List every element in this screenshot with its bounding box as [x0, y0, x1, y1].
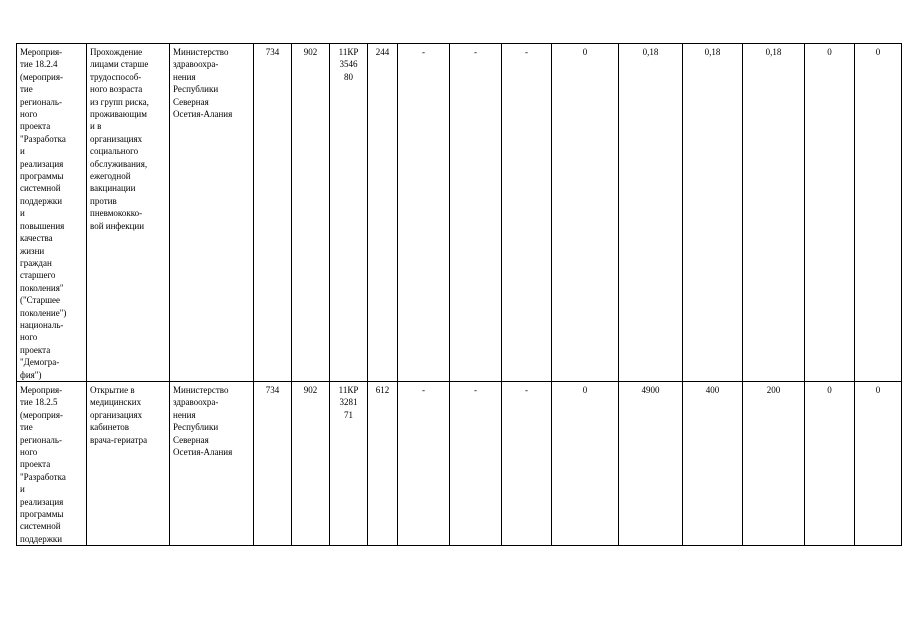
value-cell: 0,18 [683, 44, 743, 382]
description-cell: Открытие в медицинских организациях кабинетов врача-гериатра [87, 381, 170, 545]
vr-cell: 244 [368, 44, 398, 382]
vr-cell: 612 [368, 381, 398, 545]
value-cell: - [450, 381, 502, 545]
budget-table [16, 43, 902, 546]
value-cell: 400 [683, 381, 743, 545]
value-cell: 200 [743, 381, 805, 545]
value-cell: 0 [805, 381, 855, 545]
event-cell: Мероприя- тие 18.2.5 (мероприя- тие региональ- ного проекта "Разработка и реализация программы системной поддержки [17, 381, 87, 545]
value-cell: - [398, 44, 450, 382]
event-cell: Мероприя- тие 18.2.4 (мероприя- тие региональ- ного проекта "Разработка и реализация программы системной поддержки и повышения качества жизни граждан старшего поколения" ("Старшее поколение") националь- ного проекта "Демогра- фия") [17, 44, 87, 382]
value-cell: 0 [552, 381, 619, 545]
value-cell: - [450, 44, 502, 382]
executor-cell: Министерство здравоохра- нения Республики Северная Осетия-Алания [170, 44, 254, 382]
grbs-cell: 734 [254, 44, 292, 382]
table-row [17, 381, 902, 545]
grbs-cell: 734 [254, 381, 292, 545]
value-cell: - [502, 44, 552, 382]
value-cell: 0 [855, 381, 902, 545]
csr-cell: 11КР 3546 80 [330, 44, 368, 382]
executor-cell: Министерство здравоохра- нения Республики Северная Осетия-Алания [170, 381, 254, 545]
value-cell: 4900 [619, 381, 683, 545]
value-cell: 0,18 [619, 44, 683, 382]
value-cell: - [502, 381, 552, 545]
csr-cell: 11КР 3281 71 [330, 381, 368, 545]
value-cell: 0 [552, 44, 619, 382]
value-cell: 0,18 [743, 44, 805, 382]
value-cell: 0 [855, 44, 902, 382]
rzpr-cell: 902 [292, 381, 330, 545]
value-cell: 0 [805, 44, 855, 382]
rzpr-cell: 902 [292, 44, 330, 382]
value-cell: - [398, 381, 450, 545]
description-cell: Прохождение лицами старше трудоспособ- ного возраста из групп риска, проживающим и в организациях социального обслуживания, ежегодной вакцинации против пневмококко- вой инфекции [87, 44, 170, 382]
table-row [17, 44, 902, 382]
